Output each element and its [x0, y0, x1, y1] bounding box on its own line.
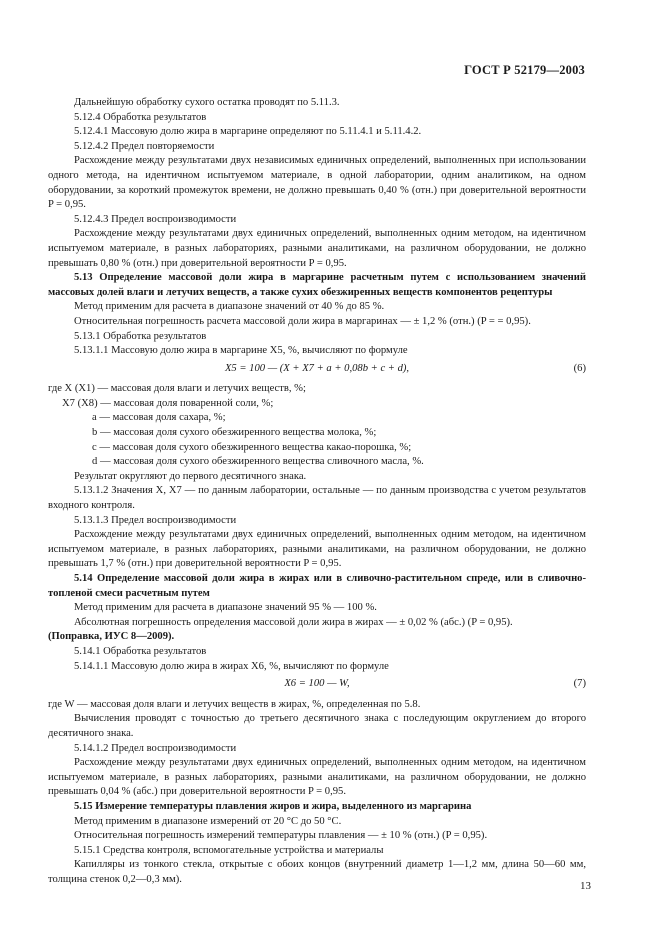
definition-line: a — массовая доля сахара, %;: [92, 412, 226, 424]
text-line: Метод применим для расчета в диапазоне значений от 40 % до 85 %.: [74, 301, 385, 313]
definition-line: X7 (X8) — массовая доля поваренной соли, %;: [62, 397, 274, 409]
formula-number: (7): [573, 678, 586, 690]
page-body: [48, 96, 586, 887]
paragraph: 5.13.1.2 Значения X, X7 — по данным лаборатории, остальные — по данным производства с учетом результатов входного контроля.: [48, 485, 586, 512]
text-line: 5.14.1.1 Массовую долю жира в жирах X6, %, вычисляют по формуле: [74, 660, 389, 672]
paragraph: Относительная погрешность расчета массовой доли жира в маргаринах — ± 1,2 % (отн.) (P = = 0,95).: [74, 315, 531, 327]
subsection-title: 5.15.1 Средства контроля, вспомогательные устройства и материалы: [74, 844, 384, 856]
text-line: 5.13.1.1 Массовую долю жира в маргарине X5, %, вычисляют по формуле: [74, 345, 408, 357]
formula-expression: X5 = 100 — (X + X7 + a + 0,08b + c + d),: [224, 362, 410, 374]
subsection-title: 5.12.4 Обработка результатов: [74, 111, 207, 123]
page-number: 13: [580, 880, 591, 892]
formula-number: (6): [573, 362, 586, 374]
subsection-title: 5.14.1.2 Предел воспроизводимости: [74, 742, 237, 754]
amendment-note: (Поправка, ИУС 8—2009).: [48, 631, 175, 643]
paragraph: Расхождение между результатами двух единичных определений, выполненных одним методом, на идентичном испытуемом материале, в разных лабораториях, разными аналитиками, на различном оборудовании, не должно превышать 0,80 % (отн.) при доверительной вероятности P = 0,95.: [48, 228, 586, 269]
text-line: Метод применим для расчета в диапазоне значений 95 % — 100 %.: [74, 602, 377, 614]
subsection-title: 5.14.1 Обработка результатов: [74, 645, 207, 657]
paragraph: Капилляры из тонкого стекла, открытые с обоих концов (внутренний диаметр 1—1,2 мм, длина 50—60 мм, толщина стенок 0,2—0,3 мм).: [48, 859, 586, 885]
section-heading: 5.13 Определение массовой доли жира в маргарине расчетным путем с использованием значений массовых долей влаги и летучих веществ, а также сухих обезжиренных веществ компонентов рецептуры: [48, 272, 586, 298]
subsection-title: 5.13.1.3 Предел воспроизводимости: [74, 514, 237, 526]
formula-6: [48, 362, 586, 377]
paragraph: Расхождение между результатами двух независимых единичных определений, выполненных при использовании одного метода, на идентичном испытуемом материале, в одной лаборатории, одним аналитиком, на одном оборудовании, за короткий промежуток времени, не должно превышать 0,40 % (отн.) при доверительной вероятности P = 0,95.: [48, 155, 586, 211]
definition-line: b — массовая доля сухого обезжиренного вещества молока, %;: [92, 427, 377, 439]
text-line: Метод применим в диапазоне измерений от 20 °С до 50 °С.: [74, 815, 342, 827]
text-line: 5.12.4.1 Массовую долю жира в маргарине определяют по 5.11.4.1 и 5.11.4.2.: [74, 126, 422, 138]
text-line: Дальнейшую обработку сухого остатка проводят по 5.11.3.: [74, 97, 340, 108]
definition-line: d — массовая доля сухого обезжиренного вещества сливочного масла, %.: [92, 456, 424, 468]
text-line: Результат округляют до первого десятичного знака.: [74, 470, 307, 482]
section-heading: 5.14 Определение массовой доли жира в жирах или в сливочно-растительном спреде, или в сливочно-топленой смеси расчетным путем: [48, 573, 586, 599]
variable-definitions: [48, 382, 586, 470]
paragraph: Расхождение между результатами двух единичных определений, выполненных одним методом, на идентичном испытуемом материале, в разных лабораториях, разными аналитиками, на различном оборудовании, не должно превышать 0,04 % (абс.) при доверительной вероятности P = 0,95.: [48, 757, 586, 798]
definition-line: c — массовая доля сухого обезжиренного вещества какао-порошка, %;: [92, 441, 412, 453]
subsection-title: 5.12.4.2 Предел повторяемости: [74, 140, 215, 152]
definition-line: где W — массовая доля влаги и летучих веществ в жирах, %, определенная по 5.8.: [48, 698, 421, 710]
formula-expression: X6 = 100 — W,: [284, 678, 350, 690]
subsection-title: 5.12.4.3 Предел воспроизводимости: [74, 213, 237, 225]
definition-line: где X (X1) — массовая доля влаги и летучих веществ, %;: [48, 383, 306, 395]
text-line: Абсолютная погрешность определения массовой доли жира в жирах — ± 0,02 % (абс.) (P = 0,95).: [74, 616, 513, 628]
subsection-title: 5.13.1 Обработка результатов: [74, 330, 207, 342]
section-heading: 5.15 Измерение температуры плавления жиров и жира, выделенного из маргарина: [74, 800, 472, 812]
text-line: Относительная погрешность измерений температуры плавления — ± 10 % (отн.) (P = 0,95).: [74, 830, 488, 842]
formula-7: [48, 677, 586, 692]
document-code: ГОСТ Р 52179—2003: [464, 63, 585, 77]
paragraph: Вычисления проводят с точностью до третьего десятичного знака с последующим округлением до второго десятичного знака.: [48, 713, 586, 739]
paragraph: Расхождение между результатами двух единичных определений, выполненных одним методом, на идентичном испытуемом материале, в разных лабораториях, разными аналитиками, на различном оборудовании, не должно превышать 1,7 % (отн.) при доверительной вероятности P = 0,95.: [48, 529, 586, 570]
